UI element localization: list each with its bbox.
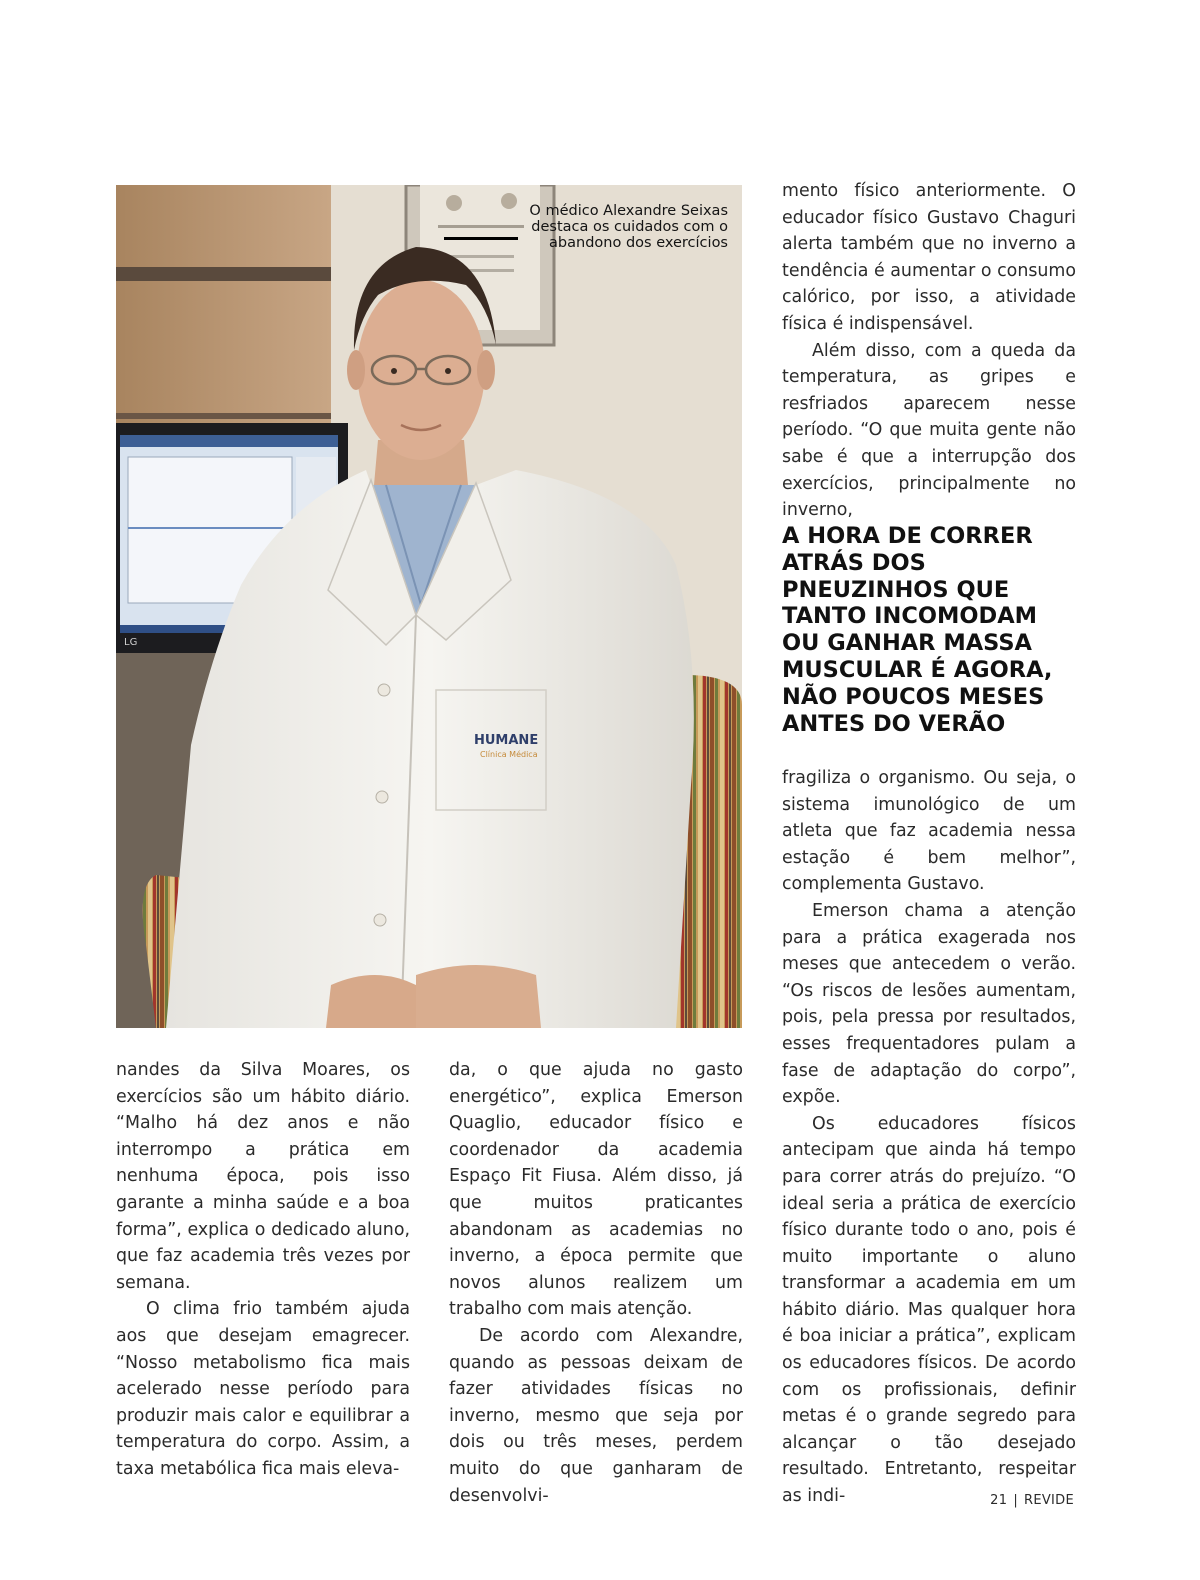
coat-logo-subtitle: Clínica Médica	[480, 750, 538, 759]
paragraph: da, o que ajuda no gasto energético”, explica Emerson Quaglio, educador físico e coordenador da academia Espaço Fit Fiusa. Além disso, já que muitos praticantes abandonam as academias no inverno, a época permite que novos alunos realizem um trabalho com mais atenção.	[449, 1060, 743, 1320]
paragraph: Os educadores físicos antecipam que ainda há tempo para correr atrás do prejuízo. “O ideal seria a prática de exercício físico durante todo o ano, pois é muito importante o aluno transformar a academia em um hábito diário. Mas qualquer hora é boa iniciar a prática”, explicam os educadores físicos. De acordo com os profissionais, definir metas é o grande segredo para alcançar o tão desejado resultado. Entretanto, respeitar as indi-	[782, 1113, 1076, 1507]
page-footer	[990, 1493, 1074, 1508]
article-column-3-top	[782, 178, 1076, 524]
article-photo	[116, 185, 742, 1028]
coat-logo: HUMANE	[474, 733, 539, 748]
article-column-3-bottom	[782, 765, 1076, 1510]
paragraph: mento físico anteriormente. O educador físico Gustavo Chaguri alerta também que no inverno a tendência é aumentar o consumo calórico, por isso, a atividade física é indispensável.	[782, 181, 1076, 334]
paragraph: Emerson chama a atenção para a prática exagerada nos meses que antecedem o verão. “Os riscos de lesões aumentam, pois, pela pressa por resultados, esses frequentadores pulam a fase de adaptação do corpo”, expõe.	[782, 900, 1076, 1108]
monitor-brand: LG	[124, 637, 138, 648]
article-column-2	[449, 1057, 743, 1509]
paragraph: O clima frio também ajuda aos que desejam emagrecer. “Nosso metabolismo fica mais acelerado nesse período para produzir mais calor e equilibrar a temperatura do corpo. Assim, a taxa metabólica fica mais eleva-	[116, 1299, 410, 1479]
photo-illustration	[116, 185, 742, 1028]
page-number: 21	[990, 1493, 1008, 1508]
paragraph: nandes da Silva Moares, os exercícios são um hábito diário. “Malho há dez anos e não interrompo a prática em nenhuma época, pois isso garante a minha saúde e a boa forma”, explica o dedicado aluno, que faz academia três vezes por semana.	[116, 1060, 410, 1293]
photo-caption: O médico Alexandre Seixas destaca os cuidados com o abandono dos exercícios	[529, 203, 728, 251]
paragraph: fragiliza o organismo. Ou seja, o sistema imunológico de um atleta que faz academia nessa estação é bem melhor”, complementa Gustavo.	[782, 768, 1076, 895]
paragraph: De acordo com Alexandre, quando as pessoas deixam de fazer atividades físicas no inverno, mesmo que seja por dois ou três meses, perdem muito do que ganharam de desenvolvi-	[449, 1325, 743, 1506]
paragraph: Além disso, com a queda da temperatura, as gripes e resfriados aparecem nesse período. “O que muita gente não sabe é que a interrupção dos exercícios, principalmente no inverno,	[782, 340, 1076, 521]
magazine-name: REVIDE	[1024, 1493, 1074, 1508]
article-column-1	[116, 1057, 410, 1483]
folio-separator: |	[1013, 1493, 1018, 1508]
pull-quote: A HORA DE CORRER ATRÁS DOS PNEUZINHOS QUE TANTO INCOMODAM OU GANHAR MASSA MUSCULAR É AGORA, NÃO POUCOS MESES ANTES DO VERÃO	[782, 523, 1053, 737]
